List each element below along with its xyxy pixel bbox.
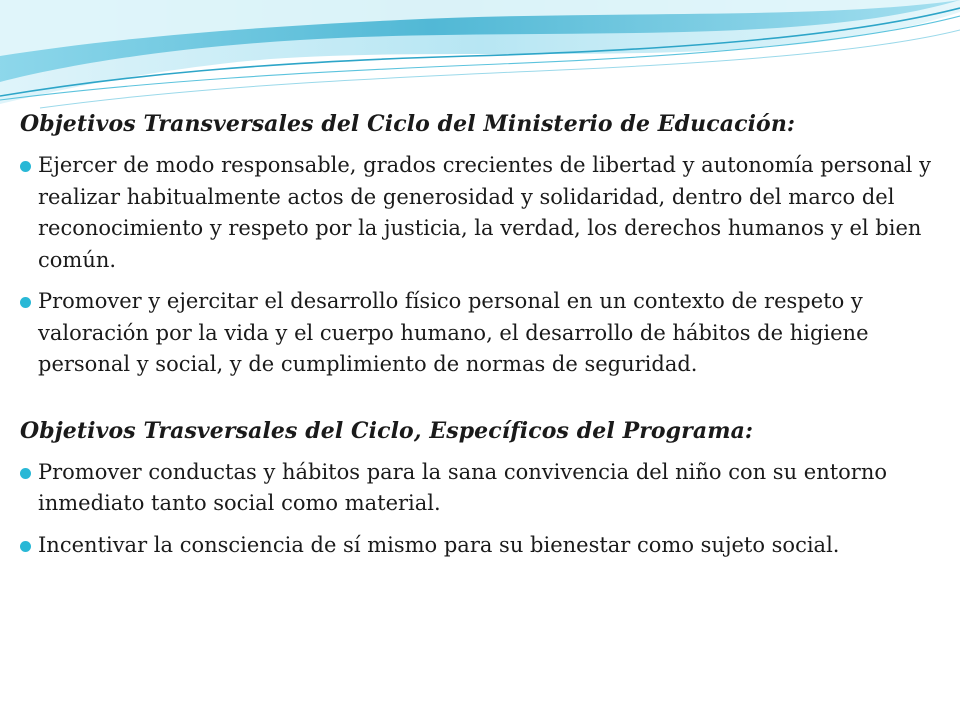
bullet-list-ministerio bbox=[20, 150, 945, 381]
section-heading-programa: Objetivos Trasversales del Ciclo, Específicos del Programa: bbox=[20, 417, 754, 444]
bullet-icon bbox=[20, 297, 31, 308]
list-item-text: Promover y ejercitar el desarrollo físico personal en un contexto de respeto y valoración por la vida y el cuerpo humano, el desarrollo de hábitos de higiene personal y social, y de cumplimiento de normas de seguridad. bbox=[38, 289, 869, 376]
section-heading-ministerio: Objetivos Transversales del Ciclo del Ministerio de Educación: bbox=[20, 111, 796, 137]
bullet-icon bbox=[20, 468, 31, 479]
bullet-list-programa bbox=[20, 457, 945, 562]
list-item bbox=[20, 530, 945, 562]
bullet-icon bbox=[20, 541, 31, 552]
list-item bbox=[20, 286, 945, 381]
decorative-wave-banner bbox=[0, 0, 960, 110]
list-item-text: Ejercer de modo responsable, grados crecientes de libertad y autonomía personal y realizar habitualmente actos de generosidad y solidaridad, dentro del marco del reconocimiento y respeto por la justicia, la verdad, los derechos humanos y el bien común. bbox=[38, 153, 931, 272]
content-area bbox=[20, 108, 945, 571]
list-item bbox=[20, 150, 945, 276]
list-item bbox=[20, 457, 945, 520]
bullet-icon bbox=[20, 161, 31, 172]
list-item-text: Promover conductas y hábitos para la sana convivencia del niño con su entorno inmediato tanto social como material. bbox=[38, 459, 888, 515]
list-item-text: Incentivar la consciencia de sí mismo para su bienestar como sujeto social. bbox=[38, 532, 840, 557]
